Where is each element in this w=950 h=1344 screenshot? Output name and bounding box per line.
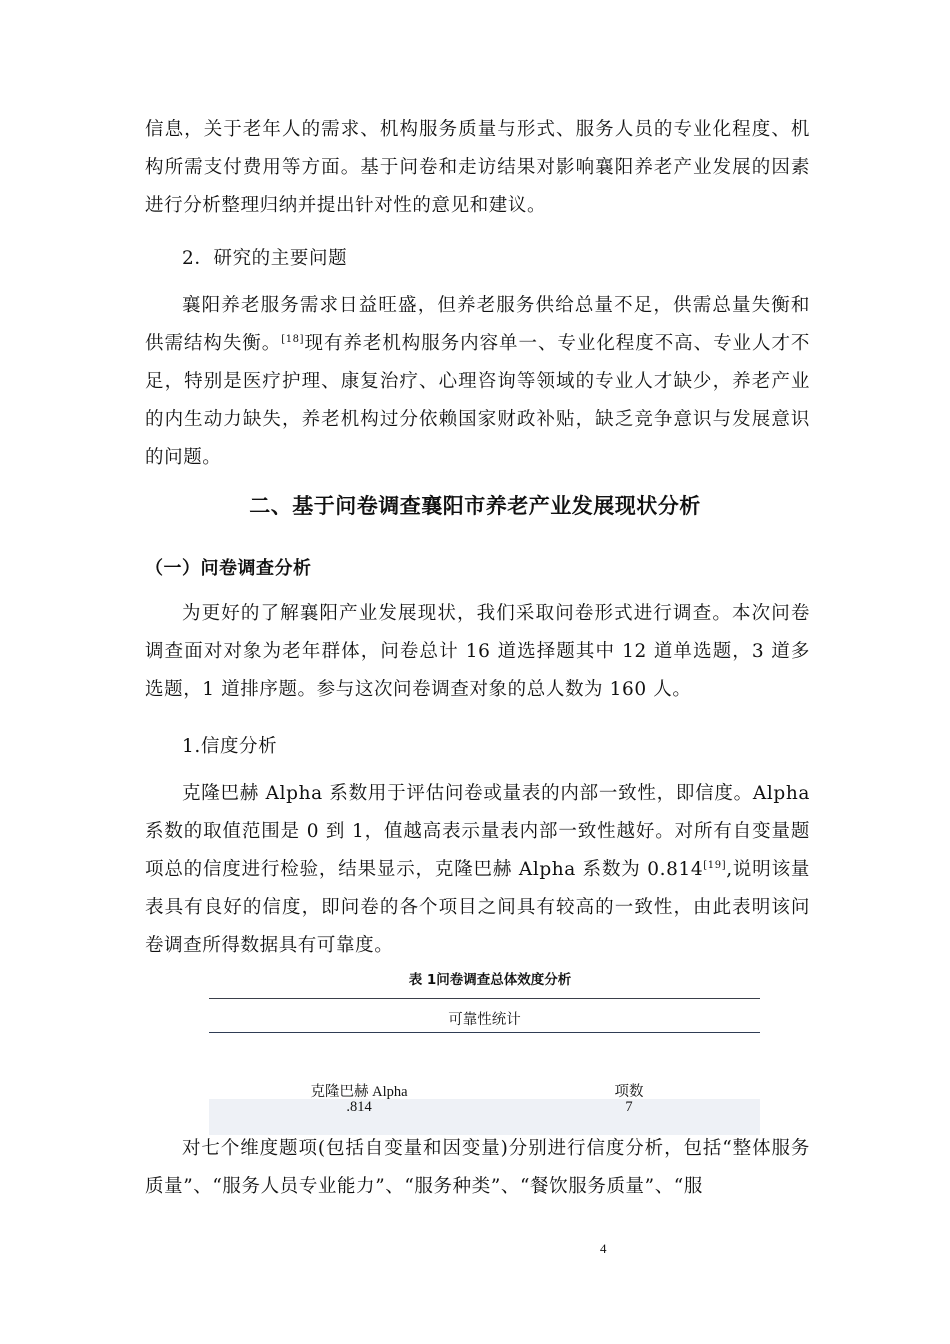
column-header-items: 项数: [614, 1084, 644, 1100]
paragraph-reliability: 克隆巴赫 Alpha 系数用于评估问卷或量表的内部一致性，即信度。Alpha 系数的取值范围是 0 到 1，值越高表示量表内部一致性越好。对所有自变量题项总的信度进行检验，结果显示，克隆巴赫 Alpha 系数为 0.814[19],说明该量表具有良好的信度，即问卷的各个项目之间具有较高的一致性，由此表明该问卷调查所得数据具有可靠度。: [145, 783, 810, 956]
section-item-reliability: 1.信度分析: [182, 736, 278, 757]
paragraph-main-problems: 襄阳养老服务需求日益旺盛，但养老服务供给总量不足，供需总量失衡和供需结构失衡。[18]现有养老机构服务内容单一、专业化程度不高、专业人才不足，特别是医疗护理、康复治疗、心理咨询等领域的专业人才缺少，养老产业的内生动力缺失，养老机构过分依赖国家财政补贴，缺乏竞争意识与发展意识的问题。: [145, 295, 811, 468]
section-item-main-problems: 2．研究的主要问题: [182, 248, 348, 269]
cell-alpha-value: .814: [346, 1099, 372, 1115]
section-heading-2: 二、基于问卷调查襄阳市养老产业发展现状分析: [249, 494, 701, 518]
paragraph-survey-intro: 为更好的了解襄阳产业发展现状，我们采取问卷形式进行调查。本次问卷调查面对对象为老年群体，问卷总计 16 道选择题其中 12 道单选题，3 道多选题，1 道排序题。参与这次问卷调查对象的总人数为 160 人。: [145, 603, 810, 700]
table-top-rule: [209, 998, 760, 999]
citation-18: [18]: [281, 334, 305, 345]
page-number: 4: [600, 1241, 607, 1256]
cell-items-value: 7: [625, 1099, 633, 1115]
citation-19: [19]: [703, 860, 727, 871]
table-title: 可靠性统计: [448, 1012, 521, 1028]
paragraph-survey-content: 信息，关于老年人的需求、机构服务质量与形式、服务人员的专业化程度、机构所需支付费用等方面。基于问卷和走访结果对影响襄阳养老产业发展的因素进行分析整理归纳并提出针对性的意见和建议。: [145, 119, 810, 216]
column-header-alpha: 克隆巴赫 Alpha: [310, 1084, 408, 1100]
reliability-table: [209, 998, 760, 1128]
table-caption: 表 1问卷调查总体效度分析: [408, 972, 572, 988]
paragraph-dimension-analysis: 对七个维度题项(包括自变量和因变量)分别进行信度分析，包括“整体服务质量”、“服务人员专业能力”、“服务种类”、“餐饮服务质量”、“服: [145, 1138, 810, 1197]
table-header-rule: [209, 1032, 760, 1033]
subsection-heading-1: （一）问卷调查分析: [145, 558, 312, 579]
